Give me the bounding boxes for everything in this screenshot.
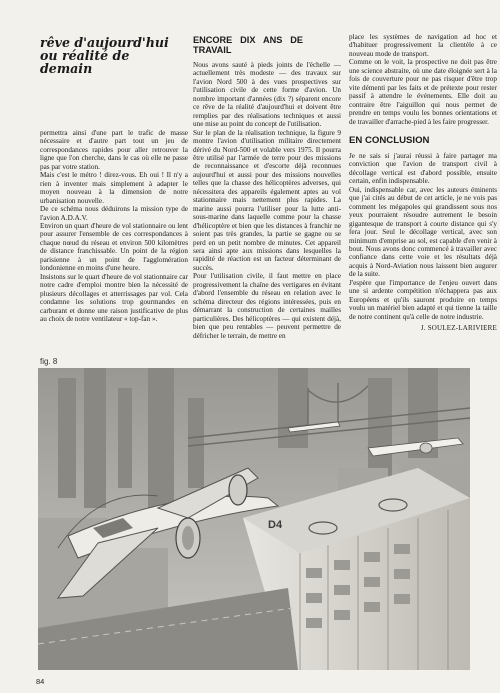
paragraph: Je ne sais si j'aurai réussi à faire partager ma conviction que l'avion de transport civil à décollage vertical est d'abord possible, ensuite certain, enfin indispensable. (349, 151, 497, 186)
section-heading: ENCORE DIX ANS DE TRAVAIL (193, 35, 303, 55)
building-marking: D4 (268, 519, 283, 531)
article-title: rêve d'aujourd'hui ou réalité de demain (40, 35, 169, 76)
paragraph: Oui, indispensable car, avec les auteurs éminents que j'ai cités au début de cet article, je ne vois pas comment les mégapoles qui grandissent sous nos yeux pourraient résoudre autrement le besoin gigantesque de transport à courte distance qui s'y fera jour. Seul le décollage vertical, avec son minimum d'emprise au sol, est capable d'en venir à bout. Nous avons donc commencé à travailler avec confiance dans cette voie et les résultats déjà acquis à Nord-Aviation nous laissent bien augurer de la suite. (349, 185, 497, 279)
column-3 (349, 33, 497, 333)
paragraph: place les systèmes de navigation ad hoc et d'habituer progressivement la clientèle à ce nouveau mode de transport. (349, 33, 497, 58)
paragraph: Insistons sur le quart d'heure de vol stationnaire car notre cadre d'emploi montre bien la nécessité de plusieurs décollages et atterrissages par vol. Cela condamne les solutions trop gourmandes en carburant et donne une raison justificative de plus au choix de notre ventilateur « top-fan ». (40, 272, 188, 323)
paragraph: Sur le plan de la réalisation technique, la figure 9 montre l'avion d'utilisation militaire directement dérivé du Nord-500 et volable vers 1975. Il pourra être utilisé par l'armée de terre pour des missions de reconnaissance et d'escorte déjà reconnues aujourd'hui et aussi pour des missions nouvelles telles que la chasse des hélicoptères adverses, qui nécessitera des appareils également aptes au vol stationnaire mais nettement plus rapides. La marine aussi pourra l'utiliser pour la lutte anti-sous-marine dans laquelle comme pour la chasse d'hélicoptère et bien que les distances à franchir ne soient pas très grandes, la partie se gagne ou se perd en un petit nombre de minutes. Cet appareil sera ainsi apte aux missions dans lesquelles la rapidité de réaction est un facteur déterminant de succès. (193, 128, 341, 272)
paragraph: Nous avons sauté à pieds joints de l'échelle — actuellement très modeste — des travaux sur l'avion Nord 500 à des vues prospectives sur l'utilisation civile de cette forme d'avion. Un nombre important d'années (dix ?) séparent encore ce rêve de la réalité d'aujourd'hui et doivent être remplies par des réalisations techniques et aussi une mise au point du concept de l'utilisation. (193, 61, 341, 129)
author-signature: J. SOULEZ-LARIVIERE (420, 324, 497, 333)
paragraph: permettra ainsi d'une part le trafic de masse nécessaire et d'autre part tout un jeu de correspondances rapides pour aller retrouver la ligne que l'on cherche, dans le cas où elle ne passe pas par votre station. (40, 129, 188, 171)
page-number: 84 (36, 677, 45, 686)
paragraph: De ce schéma nous déduirons la mission type de l'avion A.D.A.V. (40, 205, 188, 222)
paragraph: Comme on le voit, la prospective ne doit pas être une science abstraite, où une date éloignée sert à la fois de couverture pour ne pas risquer d'être trop vite démenti par les faits et de prétexte pour rester passif à attendre le événements. Elle doit au contraire être l'aiguillon qui nous permet de prendre en temps voulu les bonnes orientations et de travailler d'arrache-pied à les faire progresser. (349, 58, 497, 126)
paragraph: Environ un quart d'heure de vol stationnaire ou lent pour assurer l'ensemble de ces correspondances à chaque nœud du réseau et environ 500 kilomètres de distance franchissable. Un point de la région parisienne à un point de l'agglomération londonienne en moins d'une heure. (40, 221, 188, 273)
paragraph: J'espère que l'importance de l'enjeu ouvert dans une si ardente compétition n'échappera pas aux Européens et qu'ils sauront produire en temps voulu un matériel bien adapté et qui tienne la taille de notre continent qu'à celle de notre industrie. (349, 278, 497, 321)
paragraph: Pour l'utilisation civile, il faut mettre en place progressivement la chaîne des vertigares en évitant d'abord l'ensemble du réseau en relation avec le schéma directeur des régions intéressées, puis en démarrant la construction de certaines mailles particulières. Des hélicoptères — qui existent déjà, bien que peu rentables — peuvent permettre de défricher le terrain, de mettre en (193, 272, 341, 340)
figure-label: fig. 8 (40, 357, 58, 366)
paragraph: Mais c'est le métro ! direz-vous. Eh oui ! Il n'y a rien à inventer mais simplement à adapter le moyen nouveau à la dimension de notre urbanisation nouvelle. (40, 171, 188, 205)
column-2 (193, 35, 341, 340)
column-1 (40, 129, 188, 323)
figure-illustration (38, 368, 470, 670)
section-heading: EN CONCLUSION (349, 134, 430, 146)
city-vtol-illustration (38, 368, 470, 670)
